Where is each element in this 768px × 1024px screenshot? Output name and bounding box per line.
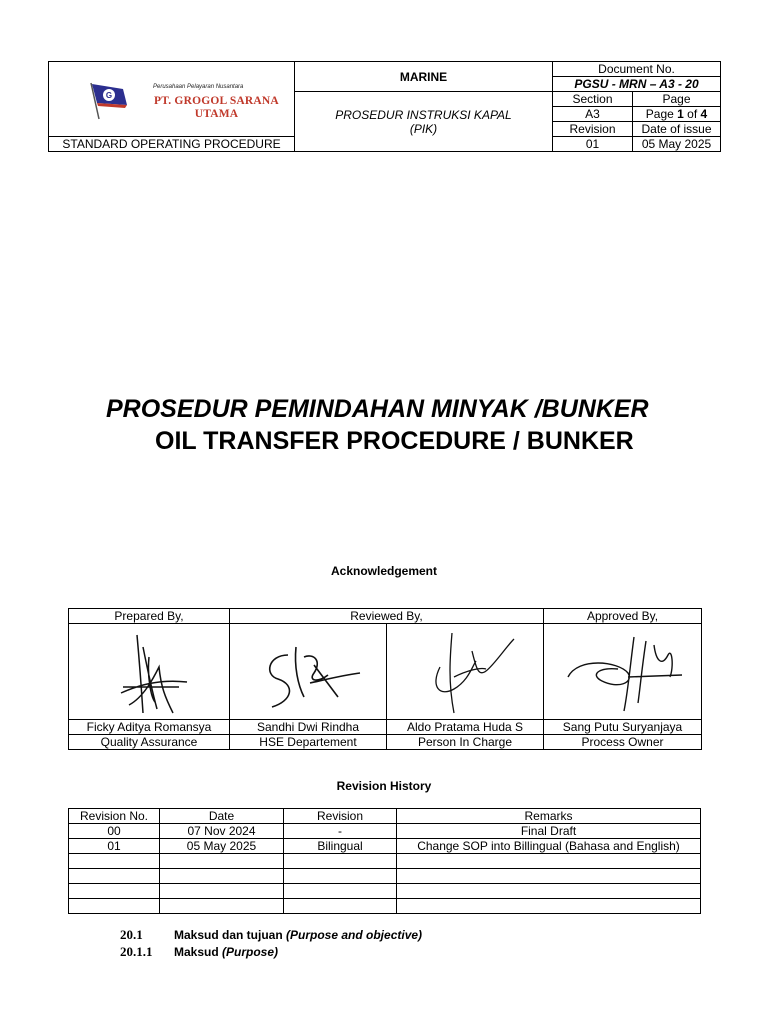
cell-revision: -	[284, 824, 397, 839]
company-tagline: Perusahaan Pelayaran Nusantara	[153, 84, 244, 90]
cell-revision-no	[69, 884, 160, 899]
preparer-position: Quality Assurance	[69, 735, 230, 750]
cell-date	[160, 884, 284, 899]
header-revision-no: Revision No.	[69, 809, 160, 824]
cell-revision-no	[69, 854, 160, 869]
cell-revision	[284, 854, 397, 869]
cell-date	[160, 899, 284, 914]
page-total: 4	[700, 107, 708, 121]
signature-preparer	[69, 624, 230, 720]
doc-type-line1: PROSEDUR INSTRUKSI KAPAL	[335, 107, 512, 122]
clause-number: 20.1.1	[120, 944, 153, 959]
doc-type-line2: (PIK)	[409, 121, 438, 136]
table-row	[69, 839, 701, 854]
page-current: 1	[677, 107, 684, 121]
ship-flag-icon	[87, 81, 135, 121]
clause-number: 20.1	[120, 927, 143, 942]
table-row	[69, 884, 701, 899]
title-english: OIL TRANSFER PROCEDURE / BUNKER	[155, 427, 634, 455]
doc-type-cell	[295, 92, 553, 152]
cell-remarks: Final Draft	[397, 824, 701, 839]
cell-revision	[284, 884, 397, 899]
cell-revision: Bilingual	[284, 839, 397, 854]
document-header-table	[48, 61, 721, 152]
pic-name: Aldo Pratama Huda S	[387, 720, 544, 735]
clause-text	[174, 927, 422, 943]
page-label: Page	[633, 92, 721, 107]
acknowledgement-table	[68, 608, 702, 750]
company-name: PT. GROGOL SARANA UTAMA	[154, 95, 279, 120]
document-no-value: PGSU - MRN – A3 - 20	[553, 77, 721, 92]
date-of-issue-label: Date of issue	[633, 122, 721, 137]
clause-text-italic: (Purpose)	[222, 945, 279, 959]
svg-text:G: G	[105, 91, 113, 100]
page-of: of	[683, 107, 701, 121]
cell-revision	[284, 869, 397, 884]
cell-revision-no	[69, 899, 160, 914]
header-date: Date	[160, 809, 284, 824]
reviewer-position: HSE Departement	[230, 735, 387, 750]
page-prefix: Page	[645, 107, 678, 121]
cell-date	[160, 869, 284, 884]
company-logo	[49, 77, 294, 121]
revision-value: 01	[553, 137, 633, 152]
section-label: Section	[553, 92, 633, 107]
acknowledgement-heading: Acknowledgement	[330, 564, 438, 578]
signature-approver-image	[558, 627, 688, 717]
clause-text-main: Maksud dan tujuan	[174, 928, 287, 942]
table-row	[69, 854, 701, 869]
table-row	[69, 869, 701, 884]
cell-revision-no	[69, 869, 160, 884]
clause-text-italic: (Purpose and objective)	[286, 928, 423, 942]
approver-name: Sang Putu Suryanjaya	[544, 720, 702, 735]
page-value	[633, 107, 721, 122]
cell-remarks	[397, 869, 701, 884]
reviewer-name: Sandhi Dwi Rindha	[230, 720, 387, 735]
revision-history-heading: Revision History	[336, 779, 432, 793]
cell-date: 05 May 2025	[160, 839, 284, 854]
signature-approver	[544, 624, 702, 720]
cell-remarks	[397, 884, 701, 899]
reviewed-by-label: Reviewed By,	[230, 609, 544, 624]
cell-remarks	[397, 899, 701, 914]
signature-preparer-image	[99, 627, 199, 717]
prepared-by-label: Prepared By,	[69, 609, 230, 624]
company-logo-cell	[49, 62, 295, 137]
department-cell: MARINE	[295, 62, 553, 92]
signature-reviewer-image	[248, 627, 368, 717]
document-no-label: Document No.	[553, 62, 721, 77]
cell-remarks	[397, 854, 701, 869]
header-revision: Revision	[284, 809, 397, 824]
revision-history-table	[68, 808, 701, 914]
table-header-row	[69, 809, 701, 824]
cell-revision-no: 01	[69, 839, 160, 854]
approver-position: Process Owner	[544, 735, 702, 750]
table-row	[69, 824, 701, 839]
signature-pic-image	[410, 627, 520, 717]
cell-remarks: Change SOP into Billingual (Bahasa and English)	[397, 839, 701, 854]
clause-text-main: Maksud	[174, 945, 223, 959]
header-remarks: Remarks	[397, 809, 701, 824]
signature-reviewer	[230, 624, 387, 720]
preparer-name: Ficky Aditya Romansya	[69, 720, 230, 735]
clause-text	[174, 944, 278, 960]
cell-revision-no: 00	[69, 824, 160, 839]
revision-label: Revision	[553, 122, 633, 137]
cell-date	[160, 854, 284, 869]
signature-pic	[387, 624, 544, 720]
table-row	[69, 899, 701, 914]
title-indonesian: PROSEDUR PEMINDAHAN MINYAK /BUNKER	[106, 395, 649, 423]
cell-revision	[284, 899, 397, 914]
sop-label: STANDARD OPERATING PROCEDURE	[49, 137, 295, 152]
approved-by-label: Approved By,	[544, 609, 702, 624]
pic-position: Person In Charge	[387, 735, 544, 750]
section-value: A3	[553, 107, 633, 122]
cell-date: 07 Nov 2024	[160, 824, 284, 839]
date-of-issue-value: 05 May 2025	[633, 137, 721, 152]
